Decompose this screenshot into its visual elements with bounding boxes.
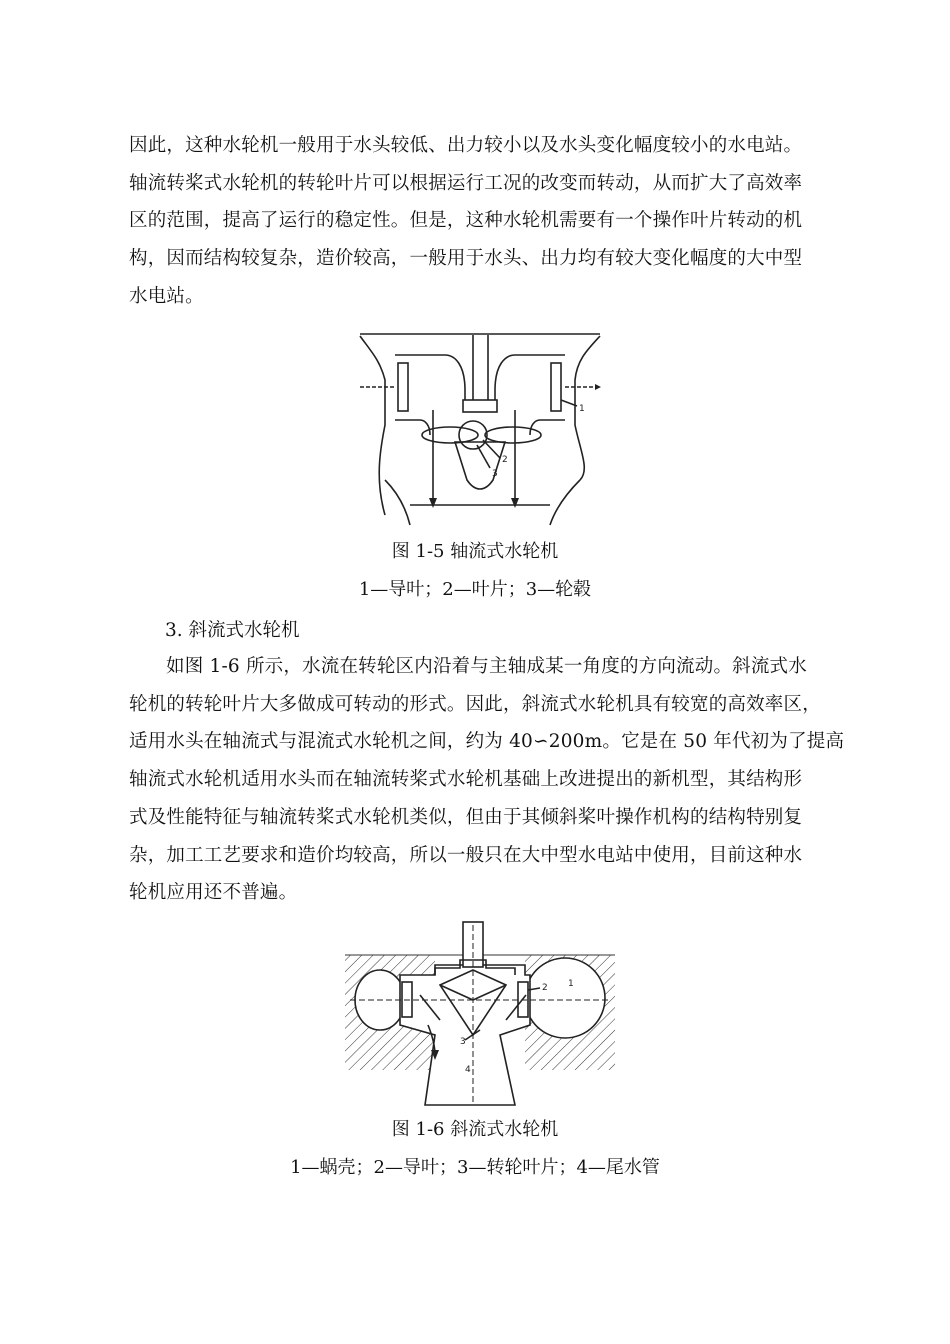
label-2: 2 xyxy=(502,455,508,465)
figure-5-caption: 图 1-5 轴流式水轮机 xyxy=(391,541,559,562)
label-4: 4 xyxy=(465,1065,471,1075)
text-line: 构，因而结构较复杂，造价较高，一般用于水头、出力均有较大变化幅度的大中型 xyxy=(129,248,803,270)
text-line: 轴流转桨式水轮机的转轮叶片可以根据运行工况的改变而转动，从而扩大了高效率 xyxy=(129,172,803,194)
text-line: 式及性能特征与轴流转桨式水轮机类似，但由于其倾斜桨叶操作机构的结构特别复 xyxy=(129,806,803,828)
text-line: 因此，这种水轮机一般用于水头较低、出力较小以及水头变化幅度较小的水电站。 xyxy=(129,135,803,156)
text-line: 水电站。 xyxy=(129,285,204,307)
text-line: 杂，加工工艺要求和造价均较高，所以一般只在大中型水电站中使用，目前这种水 xyxy=(129,844,803,866)
text-line: 区的范围，提高了运行的稳定性。但是，这种水轮机需要有一个操作叶片转动的机 xyxy=(129,210,803,232)
section-heading: 3. 斜流式水轮机 xyxy=(165,620,300,641)
label-3: 3 xyxy=(492,469,498,479)
figure-5-legend: 1—导叶；2—叶片；3—轮毂 xyxy=(358,579,592,600)
text-line: 如图 1-6 所示，水流在转轮区内沿着与主轴成某一角度的方向流动。斜流式水 xyxy=(166,656,807,677)
text-line: 轴流式水轮机适用水头而在轴流转桨式水轮机基础上改进提出的新机型，其结构形 xyxy=(129,769,803,791)
label-1: 1 xyxy=(568,979,574,989)
paragraph-mixed-flow xyxy=(129,648,845,912)
label-2: 2 xyxy=(542,983,548,993)
figure-diagonal-turbine xyxy=(340,920,620,1110)
label-3: 3 xyxy=(460,1037,466,1047)
figure-6-legend: 1—蜗壳；2—导叶；3—转轮叶片；4—尾水管 xyxy=(290,1157,660,1178)
label-1: 1 xyxy=(579,404,585,414)
text-line: 轮机的转轮叶片大多做成可转动的形式。因此，斜流式水轮机具有较宽的高效率区， xyxy=(129,693,821,715)
paragraph-intro xyxy=(129,127,829,316)
text-line: 轮机应用还不普遍。 xyxy=(129,882,298,904)
figure-axial-turbine xyxy=(355,330,605,530)
figure-6-caption: 图 1-6 斜流式水轮机 xyxy=(391,1119,559,1140)
text-line: 适用水头在轴流式与混流式水轮机之间，约为 40∽200m。它是在 50 年代初为了提高 xyxy=(129,731,845,753)
